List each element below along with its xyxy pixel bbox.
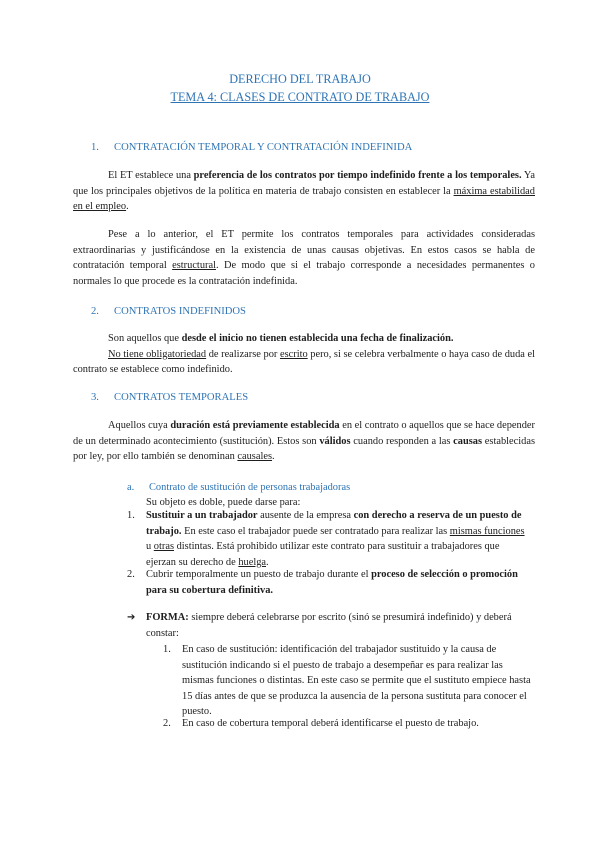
section-3-paragraph — [73, 418, 535, 465]
forma-subitem — [163, 716, 533, 732]
underlined-text: máxima estabilidad en el empleo — [73, 185, 535, 213]
list-number: 2. — [163, 718, 171, 729]
section-1-paragraph-2 — [73, 227, 535, 289]
underlined-text: escrito — [279, 348, 308, 360]
text: distintas. Está prohibido utilizar este contrato para sustituir a trabajadores que ejerzan su derecho de — [146, 541, 500, 568]
text: cuando responden a las — [350, 435, 454, 447]
text: Cubrir temporalmente un puesto de trabajo durante el — [146, 569, 372, 580]
list-number: 1. — [127, 510, 135, 521]
bold-text: proceso de selección o promoción para su cobertura definitiva. — [146, 569, 518, 596]
text: El ET establece una — [108, 170, 194, 181]
text: ausente de la empresa — [257, 510, 354, 521]
list-number: 2. — [127, 569, 135, 580]
text: pero, si se celebra verbalmente o haya caso de duda el contrato se establece como indefinido. — [73, 348, 536, 376]
section-1-paragraph-1 — [73, 168, 535, 215]
subsection-a-heading — [127, 480, 350, 496]
text: En este caso el trabajador puede ser contratado para realizar las — [181, 525, 450, 537]
subsection-title: Contrato de sustitución de personas trabajadoras — [149, 482, 351, 493]
section-number: 3. — [91, 392, 99, 403]
list-item — [127, 567, 527, 598]
text: . — [266, 556, 269, 568]
text: siempre deberá celebrarse por escrito (sinó se presumirá indefinido) y deberá constar: — [146, 612, 512, 639]
list-number: 1. — [163, 644, 171, 655]
underlined-text: estructural — [172, 260, 216, 272]
text: en el contrato o aquellos que se hace depender de un determinado acontecimiento (sustitución). Estos son — [73, 420, 535, 447]
list-item — [127, 508, 527, 570]
forma-label: FORMA: — [146, 612, 189, 623]
underlined-text: mismas funciones — [449, 525, 525, 537]
text: . De modo que si el trabajo corresponde a necesidades permanentes o normales lo que procede es la contratación indefinida. — [73, 260, 535, 287]
underlined-text: otras — [153, 541, 174, 553]
underlined-text: huelga — [238, 556, 267, 568]
topic-title: TEMA 4: CLASES DE CONTRATO DE TRABAJO — [170, 90, 430, 104]
bold-text: desde el inicio no tienen establecida una fecha de finalización. — [181, 333, 454, 344]
text: de realizarse por — [206, 348, 280, 360]
subsection-intro: Su objeto es doble, puede darse para: — [146, 497, 301, 508]
subitem-text: En caso de sustitución: identificación del trabajador sustituido y la causa de sustitución indicando si el puesto de trabajo a desempeñar es para realizar las mismas funciones o distintas. En este caso se permite que el sustituto empiece hasta 15 días antes de que se produzca la ausencia de la persona sustituta para conocer el puesto. — [182, 644, 531, 718]
subitem-text: En caso de cobertura temporal deberá identificarse el puesto de trabajo. — [182, 718, 479, 729]
text: Ya que los principales objetivos de la política en materia de trabajo consisten en establecer la — [73, 170, 535, 197]
forma-block — [127, 610, 535, 641]
document-title: DERECHO DEL TRABAJO — [229, 72, 371, 86]
section-title: CONTRATACIÓN TEMPORAL Y CONTRATACIÓN INDEFINIDA — [114, 142, 413, 153]
section-2-paragraph — [73, 331, 535, 378]
arrow-right-icon: ➔ — [127, 612, 136, 623]
section-number: 1. — [91, 142, 99, 153]
underlined-text: No tiene obligatoriedad — [108, 348, 207, 360]
bold-text: con derecho a reserva de un puesto de trabajo. — [146, 510, 522, 537]
text: establecidas por ley, por ello también se denominan — [73, 435, 535, 463]
text: . — [126, 201, 129, 213]
forma-subitem — [163, 642, 533, 720]
subsection-letter: a. — [127, 482, 135, 493]
bold-text: causas — [453, 435, 483, 447]
bold-text: duración está previamente establecida — [170, 420, 340, 431]
underlined-text: causales — [237, 451, 273, 463]
text: Pese a lo anterior, el ET permite los contratos temporales para actividades consideradas extraordinarias y justificándose en la existencia de unas causas objetivas. En estos casos se habla de contratación temporal — [73, 229, 535, 272]
bold-text: válidos — [319, 435, 351, 447]
text: Aquellos cuya — [108, 420, 171, 431]
text: Son aquellos que — [108, 333, 182, 344]
bold-text: Sustituir a un trabajador — [146, 510, 258, 521]
section-title: CONTRATOS TEMPORALES — [114, 392, 249, 403]
bold-text: preferencia de los contratos por tiempo indefinido frente a los temporales. — [193, 170, 522, 181]
text: . — [272, 451, 275, 463]
text: u — [146, 541, 154, 553]
section-title: CONTRATOS INDEFINIDOS — [114, 306, 246, 317]
section-number: 2. — [91, 306, 99, 317]
